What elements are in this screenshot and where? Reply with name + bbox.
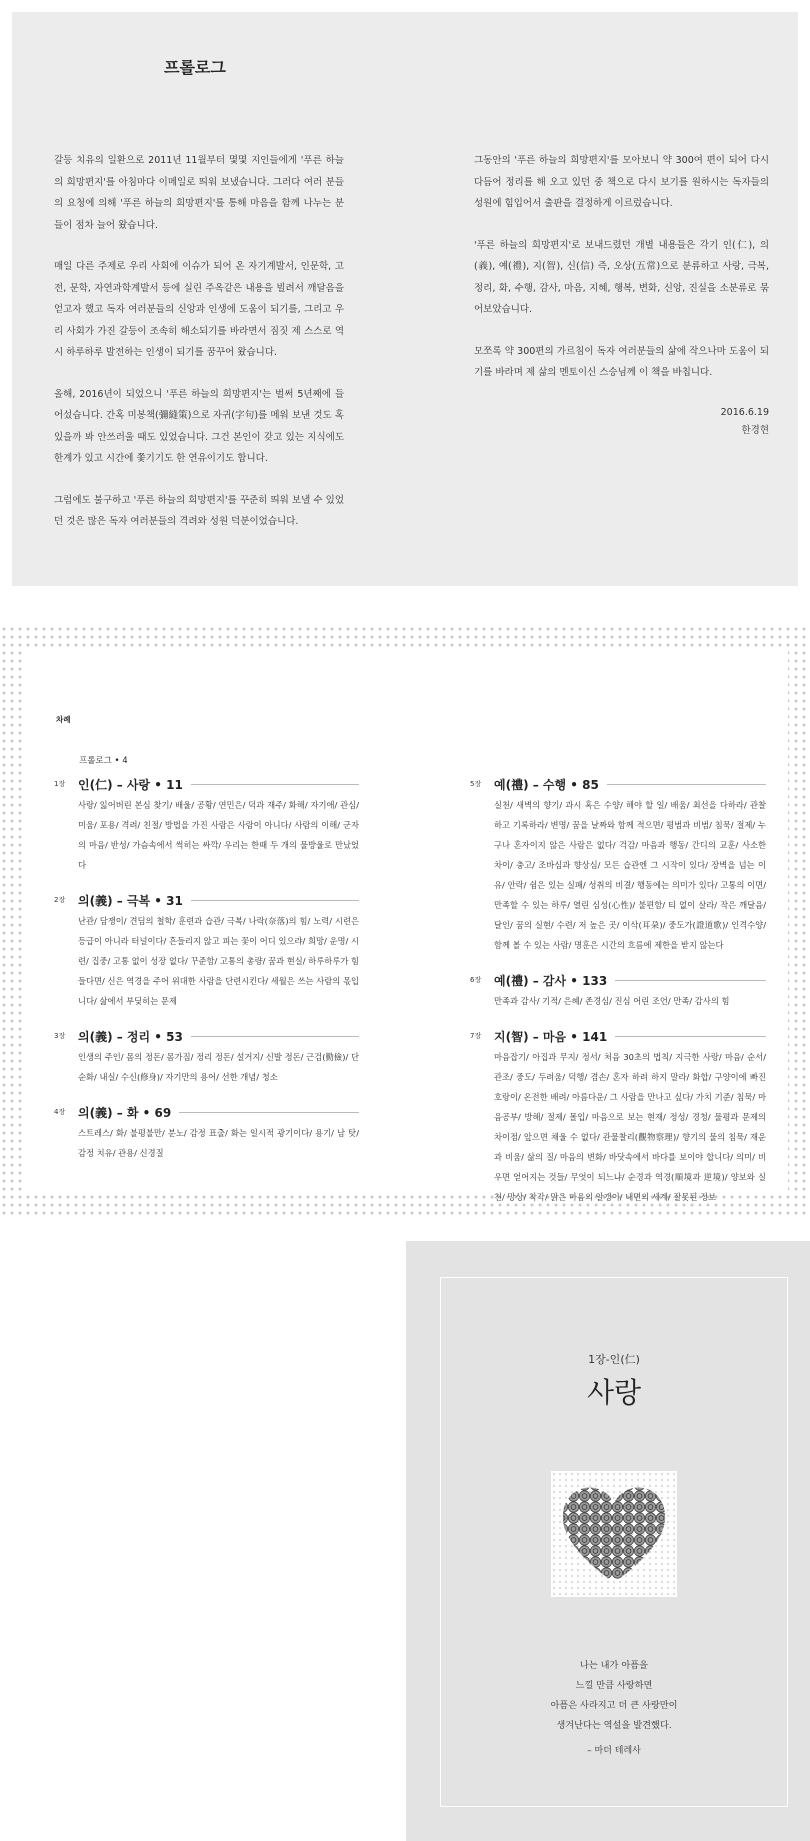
chapter-number: 2장 — [54, 896, 66, 904]
rose-petal — [601, 1546, 611, 1556]
chapter-topics: 사랑/ 잃어버린 본심 찾기/ 배울/ 공황/ 연민은/ 덕과 재주/ 화해/ 자기애/ 관심/ 미움/ 포용/ 격려/ 친절/ 방법을 가진 사람은 사람이 아니다/ 사람의 이해/ 군자의 마음/ 반성/ 가슴속에서 썩히는 싸깍/ 우리는 한때 두 개의 물방울로 만났었다 — [78, 800, 359, 870]
rose-petal — [590, 1513, 600, 1523]
quote-line: 나는 내가 아픔을 — [580, 1660, 648, 1671]
rose-petal — [590, 1491, 600, 1501]
chapter-rule — [191, 784, 359, 785]
prologue-author: 한경현 — [741, 424, 769, 436]
rose-petal — [601, 1502, 611, 1512]
toc-prologue-entry[interactable]: 프롤로그 • 4 — [79, 756, 128, 766]
chapter-rule — [615, 980, 766, 981]
rose-petal — [623, 1491, 633, 1501]
rose-petal — [623, 1535, 633, 1545]
prologue-date: 2016.6.19 — [720, 406, 769, 418]
prologue-left-column — [54, 150, 344, 553]
rose-petal — [601, 1535, 611, 1545]
quote-line: 느낄 만큼 사랑하면 — [575, 1680, 653, 1691]
chapter-topics: 인생의 주인/ 몸의 정돈/ 몸가짐/ 정리 정돈/ 설거지/ 신발 정돈/ 근검(勤儉)/ 단순화/ 내실/ 수신(修身)/ 자기만의 용어/ 선한 개념/ 청소 — [78, 1052, 359, 1082]
rose-petal — [634, 1524, 644, 1534]
heart-illustration — [551, 1471, 677, 1597]
toc-chapter-1[interactable] — [54, 775, 359, 875]
rose-petal — [612, 1524, 622, 1534]
quote-line: 생겨난다는 역설을 발견했다. — [556, 1720, 672, 1731]
prologue-paragraph: 매일 다른 주제로 우리 사회에 이슈가 되어 온 자기계발서, 인문학, 고전, 문학, 자연과학계발서 등에 실린 주옥같은 내용을 빌려서 깨달음을 얻고자 했고 독자 여러분들의 신앙과 인생에 도움이 되기를, 그리고 우리 사회가 가진 갈등이 조속히 해소되기를 바라면서 짐짓 제 스스로 역시 하루하루 발전하는 인생이 되기를 꿈꾸어 왔습니다. — [54, 261, 344, 358]
chapter-title: 의(義) – 화 • 69 — [78, 1105, 172, 1120]
toc-chapter-5[interactable] — [470, 775, 766, 955]
rose-petal — [645, 1502, 655, 1512]
rose-petal — [579, 1502, 589, 1512]
opener-title: 사랑 — [586, 1376, 642, 1409]
chapter-number: 7장 — [470, 1032, 482, 1040]
rose-petal — [601, 1524, 611, 1534]
opener-subtitle: 1장-인(仁) — [588, 1353, 640, 1366]
chapter-title: 의(義) – 정리 • 53 — [78, 1029, 183, 1044]
opener-frame — [440, 1277, 788, 1807]
rose-petal — [645, 1535, 655, 1545]
chapter-number: 3장 — [54, 1032, 66, 1040]
toc-page — [22, 647, 788, 1202]
rose-petal — [601, 1557, 611, 1567]
rose-petal — [579, 1524, 589, 1534]
chapter-number: 6장 — [470, 976, 482, 984]
chapter-rule — [607, 784, 766, 785]
heart-of-roses-icon — [551, 1471, 677, 1597]
chapter-rule — [179, 1112, 359, 1113]
toc-right-column — [470, 775, 766, 1223]
rose-petal — [612, 1513, 622, 1523]
toc-left-column — [54, 775, 359, 1179]
rose-petal — [590, 1502, 600, 1512]
rose-petal — [579, 1513, 589, 1523]
toc-label: 차례 — [56, 715, 71, 724]
rose-petal — [590, 1524, 600, 1534]
chapter-title: 예(禮) – 감사 • 133 — [494, 973, 608, 988]
chapter-number: 5장 — [470, 780, 482, 788]
toc-chapter-2[interactable] — [54, 891, 359, 1011]
rose-petal — [645, 1524, 655, 1534]
chapter-rule — [191, 900, 359, 901]
opener-quote — [441, 1656, 787, 1736]
chapter-topics: 만족과 감사/ 기적/ 은혜/ 존경심/ 진심 어린 조언/ 만족/ 감사의 힘 — [494, 996, 730, 1006]
rose-petal — [568, 1513, 578, 1523]
chapter-number: 4장 — [54, 1108, 66, 1116]
rose-petal — [623, 1513, 633, 1523]
chapter-title: 지(智) – 마음 • 141 — [494, 1029, 608, 1044]
rose-petal — [634, 1502, 644, 1512]
rose-petal — [590, 1535, 600, 1545]
chapter-rule — [191, 1036, 359, 1037]
quote-author: – 마더 테레사 — [587, 1746, 641, 1756]
rose-petal — [601, 1513, 611, 1523]
rose-petal — [612, 1546, 622, 1556]
toc-dotted-frame — [0, 625, 810, 1217]
rose-petal — [634, 1513, 644, 1523]
prologue-paragraph: 올해, 2016년이 되었으니 '푸른 하늘의 희망편지'는 벌써 5년째에 들어섰습니다. 간혹 미봉책(彌縫策)으로 자귀(字句)를 메워 보낸 것도 혹 있을까 봐 안쓰러울 때도 있었습니다. 그건 본인이 갖고 있는 지식에도 한계가 있고 시간에 쫓기기도 한 연유이기도 합니다. — [54, 388, 344, 464]
rose-petal — [590, 1546, 600, 1556]
toc-chapter-4[interactable] — [54, 1103, 359, 1163]
prologue-title: 프롤로그 — [164, 58, 226, 77]
rose-petal — [623, 1557, 633, 1567]
chapter-title: 인(仁) – 사랑 • 11 — [78, 777, 183, 792]
prologue-paragraph: 그동안의 '푸른 하늘의 희망편지'를 모아보니 약 300여 편이 되어 다시 다듬어 정리를 해 오고 있던 중 책으로 다시 보기를 원하시는 독자들의 성원에 힘입어서 출판을 결정하게 이르렀습니다. — [474, 155, 769, 209]
rose-petal — [645, 1513, 655, 1523]
rose-petal — [634, 1535, 644, 1545]
chapter-opener-page — [406, 1241, 810, 1841]
rose-petal — [612, 1502, 622, 1512]
prologue-page — [12, 12, 798, 586]
prologue-paragraph: 그럼에도 불구하고 '푸른 하늘의 희망편지'를 꾸준히 띄워 보낼 수 있었던 것은 많은 독자 여러분들의 격려와 성원 덕분이었습니다. — [54, 494, 344, 527]
chapter-topics: 실천/ 새벽의 향기/ 과시 혹은 수양/ 해야 할 일/ 배움/ 최선을 다하라/ 관찰하고 기록하라/ 변명/ 꿈을 날짜와 함께 적으면/ 평범과 비범/ 침묵/ 절제/ 누구나 혼자이지 않은 사람은 없다/ 걱감/ 마음과 행동/ 간디의 교훈/ 사소한 차이/ 충고/ 조바심과 향상심/ 모든 습관엔 그 시작이 있다/ 장벽을 넘는 이유/ 안락/ 쉼은 있는 실패/ 성취의 비결/ 행동에는 의미가 있다/ 고통의 이면/ 만족할 수 있는 하루/ 열린 심성(心性)/ 불편함/ 티 없이 살라/ 작은 깨달음/ 달인/ 꿈의 실현/ 수련/ 저 높은 곳/ 이삭(耳朶)/ 중도가(證道歌)/ 인격수양/ 함께 볼 수 있는 사람/ 명훈은 시간의 흐름에 제한을 받지 않는다 — [494, 800, 766, 950]
toc-chapter-7[interactable] — [470, 1027, 766, 1207]
toc-chapter-6[interactable] — [470, 971, 766, 1011]
rose-petal — [612, 1535, 622, 1545]
quote-line: 아픔은 사라지고 더 큰 사랑만이 — [550, 1700, 678, 1711]
chapter-topics: 마음잡기/ 아집과 무지/ 정서/ 처음 30초의 법칙/ 지극한 사랑/ 마음/ 순서/ 관조/ 중도/ 두려움/ 덕행/ 겸손/ 혼자 하려 하지 말라/ 화합/ 구양이에 빠진 호랑이/ 온전한 배려/ 아름다운/ 그 사람을 만나고 싶다/ 가치 기준/ 침묵/ 마음공부/ 방해/ 절제/ 몰입/ 마음으로 보는 현재/ 정성/ 경청/ 물평과 문제의 차이점/ 앞으면 채울 수 없다/ 관물찰리(觀物察理)/ 향기의 물의 침묵/ 재운과 비움/ 삶의 질/ 마음의 변화/ 바닷속에서 바다를 보이야 합니다/ 의미/ 비우면 얻어지는 것들/ 무엇이 되느냐/ 순경과 역경(順境과 逆境)/ 양보와 실천/ 망상/ 착각/ 맑은 마음의 알갱이/ 내면의 세계/ 잘못된 정보 — [494, 1052, 766, 1202]
chapter-title: 의(義) – 극복 • 31 — [78, 893, 183, 908]
chapter-topics: 난관/ 담쟁이/ 견딤의 철학/ 훈련과 습관/ 극복/ 나락(奈落)의 힘/ 노력/ 시련은 등급이 아니라 터널이다/ 흔들리지 않고 피는 꽃이 어디 있으랴/ 희망/ 운명/ 시련/ 집중/ 고통 없이 성장 없다/ 꾸준함/ 고통의 총량/ 꿈과 현실/ 하루하루가 힘들다면/ 신은 역경을 주어 위대한 사람을 단련시킨다/ 세월은 쓰는 사람의 몫입니다/ 삶에서 부딪히는 문제 — [78, 916, 359, 1006]
chapter-rule — [615, 1036, 766, 1037]
rose-petal — [612, 1568, 622, 1578]
rose-petal — [623, 1524, 633, 1534]
rose-petal — [623, 1502, 633, 1512]
toc-chapter-3[interactable] — [54, 1027, 359, 1087]
rose-petal — [579, 1491, 589, 1501]
rose-petal — [612, 1557, 622, 1567]
prologue-right-column — [474, 150, 769, 440]
rose-petal — [568, 1502, 578, 1512]
prologue-paragraph: '푸른 하늘의 희망편지'로 보내드렸던 개별 내용들은 각기 인(仁), 의(義), 예(禮), 지(智), 신(信) 즉, 오상(五常)으로 분류하고 사랑, 극복, 정리, 화, 수행, 감사, 마음, 지혜, 행복, 변화, 신앙, 진실을 소분류로 묶어보았습니다. — [474, 239, 769, 315]
prologue-paragraph: 갈등 치유의 일환으로 2011년 11월부터 몇몇 지인들에게 '푸른 하늘의 희망편지'를 아침마다 이메일로 띄워 보냈습니다. 그러다 여러 분들의 요청에 의해 '푸른 하늘의 희망편지'를 통해 마음을 함께 나누는 분들이 점차 늘어 왔습니다. — [54, 155, 344, 231]
rose-petal — [634, 1546, 644, 1556]
prologue-paragraph: 모쪼록 약 300편의 가르침이 독자 여러분들의 삶에 작으나마 도움이 되기를 바라며 제 삶의 멘토이신 스승님께 이 책을 바칩니다. — [474, 345, 769, 378]
rose-petal — [568, 1524, 578, 1534]
rose-petal — [623, 1546, 633, 1556]
chapter-topics: 스트레스/ 화/ 불평불만/ 분노/ 감정 표출/ 화는 일시적 광기이다/ 용기/ 남 탓/ 감정 치유/ 관용/ 신경질 — [78, 1128, 359, 1158]
chapter-number: 1장 — [54, 780, 66, 788]
chapter-title: 예(禮) – 수행 • 85 — [494, 777, 599, 792]
rose-petal — [634, 1491, 644, 1501]
rose-petal — [579, 1535, 589, 1545]
